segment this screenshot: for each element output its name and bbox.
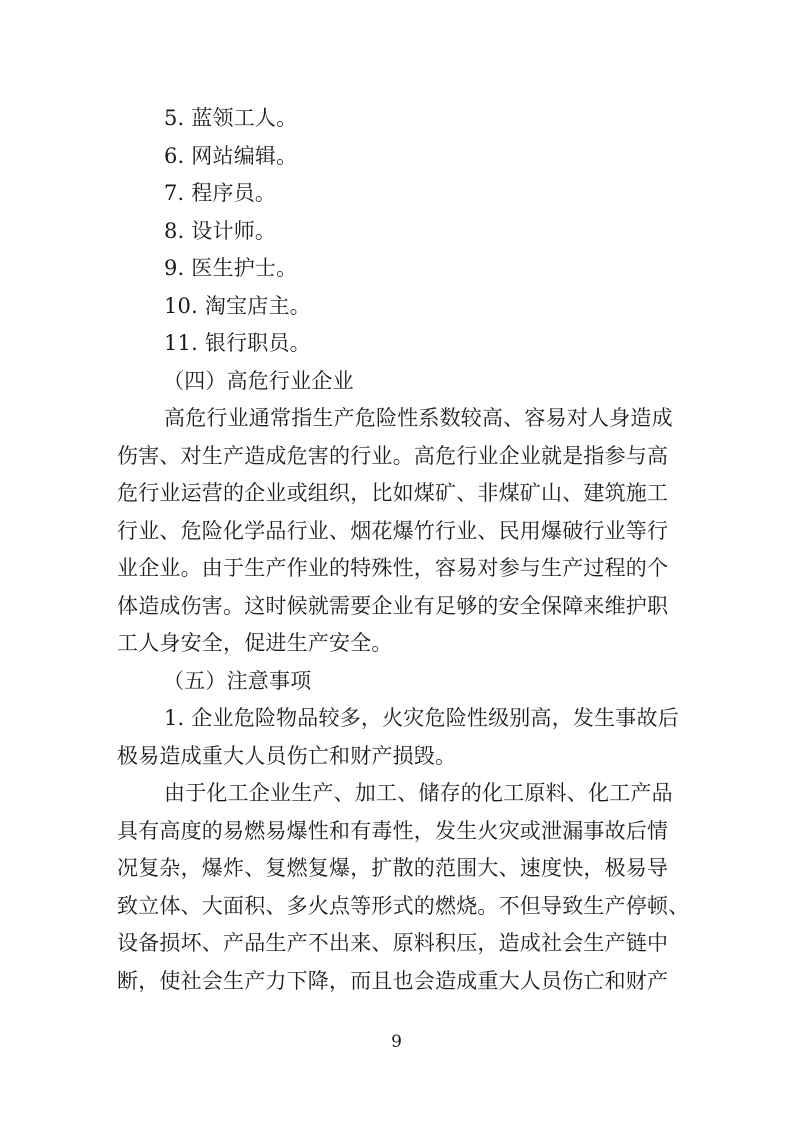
paragraph-line: 行业、危险化学品行业、烟花爆竹行业、民用爆破行业等行: [117, 519, 669, 543]
paragraph-line: 断，使社会生产力下降，而且也会造成重大人员伤亡和财产: [117, 969, 669, 993]
list-item: 11. 银行职员。: [164, 331, 311, 355]
list-item: 6. 网站编辑。: [164, 144, 298, 168]
list-item: 8. 设计师。: [164, 219, 277, 243]
section-heading-5: （五）注意事项: [163, 669, 312, 693]
paragraph-line: 极易造成重大人员伤亡和财产损毁。: [117, 744, 457, 768]
page-number: 9: [391, 1032, 402, 1052]
section-heading-4: （四）高危行业企业: [163, 369, 354, 393]
list-item: 7. 程序员。: [164, 181, 277, 205]
paragraph-line: 致立体、大面积、多火点等形式的燃烧。不但导致生产停顿、: [117, 894, 690, 918]
paragraph-line: 由于化工企业生产、加工、储存的化工原料、化工产品: [164, 781, 673, 805]
list-item: 9. 医生护士。: [164, 256, 298, 280]
paragraph-line: 危行业运营的企业或组织，比如煤矿、非煤矿山、建筑施工: [117, 481, 669, 505]
paragraph-line: 1. 企业危险物品较多，火灾危险性级别高，发生事故后: [164, 706, 679, 730]
paragraph-line: 工人身安全，促进生产安全。: [117, 631, 393, 655]
paragraph-line: 设备损坏、产品生产不出来、原料积压，造成社会生产链中: [117, 931, 669, 955]
paragraph-line: 具有高度的易燃易爆性和有毒性，发生火灾或泄漏事故后情: [117, 819, 669, 843]
paragraph-line: 体造成伤害。这时候就需要企业有足够的安全保障来维护职: [117, 594, 669, 618]
list-item: 10. 淘宝店主。: [164, 294, 311, 318]
paragraph-line: 高危行业通常指生产危险性系数较高、容易对人身造成: [164, 406, 673, 430]
paragraph-line: 伤害、对生产造成危害的行业。高危行业企业就是指参与高: [117, 444, 669, 468]
paragraph-line: 况复杂，爆炸、复燃复爆，扩散的范围大、速度快，极易导: [117, 856, 669, 880]
list-item: 5. 蓝领工人。: [164, 106, 298, 130]
paragraph-line: 业企业。由于生产作业的特殊性，容易对参与生产过程的个: [117, 556, 669, 580]
